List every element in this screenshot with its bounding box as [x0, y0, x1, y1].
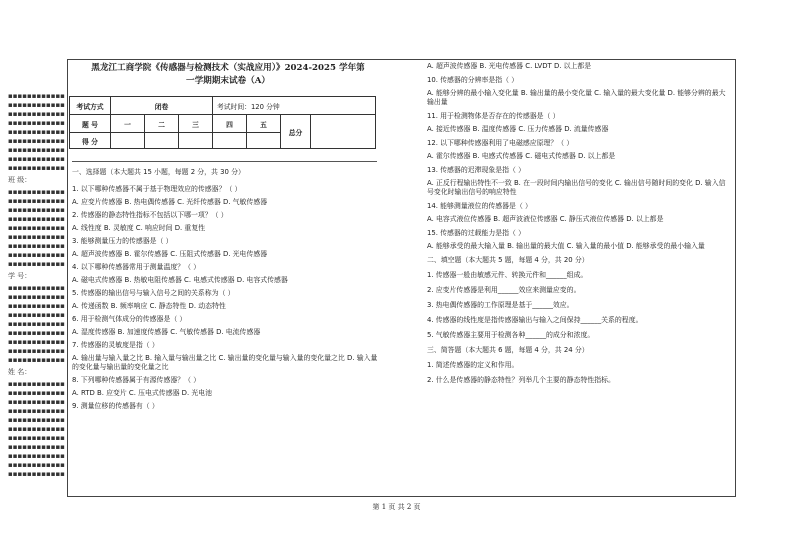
- exam-time: 考试时间：120 分钟: [213, 97, 376, 115]
- score-cell-2: [145, 133, 179, 149]
- binding-dot-row: ▪▪▪▪▪▪▪▪▪▪▪▪: [8, 251, 65, 259]
- binding-dot-row: ▪▪▪▪▪▪▪▪▪▪▪▪: [8, 470, 65, 478]
- binding-dot-row: ▪▪▪▪▪▪▪▪▪▪▪▪: [8, 461, 65, 469]
- question-no-label: 题 号: [70, 115, 111, 133]
- right-column-line: A. 超声波传感器 B. 光电传感器 C. LVDT D. 以上都是: [427, 62, 592, 70]
- binding-dot-row: ▪▪▪▪▪▪▪▪▪▪▪▪: [8, 128, 65, 136]
- right-column-line: 三、简答题（本大题共 6 题，每题 4 分，共 24 分）: [427, 346, 589, 354]
- header-rule: [72, 161, 377, 162]
- binding-dot-row: ▪▪▪▪▪▪▪▪▪▪▪▪: [8, 347, 65, 355]
- binding-dot-row: ▪▪▪▪▪▪▪▪▪▪▪▪: [8, 92, 65, 100]
- score-cell-3: [179, 133, 213, 149]
- right-column-line: 12. 以下哪种传感器利用了电磁感应原理？（ ）: [427, 139, 574, 147]
- binding-dot-row: ▪▪▪▪▪▪▪▪▪▪▪▪: [8, 443, 65, 451]
- binding-dot-row: ▪▪▪▪▪▪▪▪▪▪▪▪: [8, 137, 65, 145]
- name-label: 姓 名：: [8, 368, 32, 376]
- left-column-line: 1. 以下哪种传感器不属于基于物理效应的传感器？（ ）: [72, 185, 242, 193]
- right-column-line: 1. 传感器一般由敏感元件、转换元件和______组成。: [427, 271, 588, 279]
- exam-title: [72, 62, 384, 88]
- right-column-line: A. 接近传感器 B. 温度传感器 C. 压力传感器 D. 流量传感器: [427, 125, 609, 133]
- binding-dot-row: ▪▪▪▪▪▪▪▪▪▪▪▪: [8, 284, 65, 292]
- binding-dot-row: ▪▪▪▪▪▪▪▪▪▪▪▪: [8, 188, 65, 196]
- left-column-line: 5. 传感器的输出信号与输入信号之间的关系称为（ ）: [72, 289, 235, 297]
- left-column-line: 2. 传感器的静态特性指标不包括以下哪一项？（ ）: [72, 211, 228, 219]
- left-column: [72, 168, 378, 411]
- page-footer: 第 1 页 共 2 页: [372, 503, 421, 511]
- binding-dot-row: ▪▪▪▪▪▪▪▪▪▪▪▪: [8, 119, 65, 127]
- section-3: 三: [179, 115, 213, 133]
- title-line-1: 黑龙江工商学院《传感器与检测技术（实战应用）》2024-2025 学年第: [91, 63, 365, 73]
- right-column-line: A. 正反行程输出特性不一致 B. 在一段时间内输出信号的变化 C. 输出信号随时间的变化 D. 输入信号变化时输出信号的响应特性: [427, 179, 726, 196]
- binding-dot-row: ▪▪▪▪▪▪▪▪▪▪▪▪: [8, 101, 65, 109]
- binding-dot-row: ▪▪▪▪▪▪▪▪▪▪▪▪: [8, 338, 65, 346]
- binding-margin: [8, 92, 65, 479]
- binding-dot-row: ▪▪▪▪▪▪▪▪▪▪▪▪: [8, 206, 65, 214]
- right-column-line: A. 霍尔传感器 B. 电感式传感器 C. 磁电式传感器 D. 以上都是: [427, 152, 616, 160]
- left-column-line: A. 传递函数 B. 频率响应 C. 静态特性 D. 动态特性: [72, 302, 226, 310]
- binding-dots-id: [8, 284, 65, 365]
- right-column-line: 13. 传感器的迟滞现象是指（ ）: [427, 166, 526, 174]
- right-column-line: 3. 热电偶传感器的工作原理是基于______效应。: [427, 301, 574, 309]
- right-column-line: 11. 用于检测物体是否存在的传感器是（ ）: [427, 112, 560, 120]
- right-column-line: 2. 什么是传感器的静态特性？列举几个主要的静态特性指标。: [427, 376, 615, 384]
- right-column-line: A. 能够分辨的最小输入变化量 B. 输出量的最小变化量 C. 输入量的最大变化量 D. 能够分辨的最大输出量: [427, 89, 726, 106]
- left-column-line: 3. 能够测量压力的传感器是（ ）: [72, 237, 173, 245]
- right-column-line: 5. 气敏传感器主要用于检测各种______的成分和浓度。: [427, 331, 595, 339]
- left-column-line: 8. 下列哪种传感器属于有源传感器？（ ）: [72, 376, 201, 384]
- section-2: 二: [145, 115, 179, 133]
- binding-dot-row: ▪▪▪▪▪▪▪▪▪▪▪▪: [8, 197, 65, 205]
- binding-dot-row: ▪▪▪▪▪▪▪▪▪▪▪▪: [8, 452, 65, 460]
- binding-dot-row: ▪▪▪▪▪▪▪▪▪▪▪▪: [8, 110, 65, 118]
- binding-dot-row: ▪▪▪▪▪▪▪▪▪▪▪▪: [8, 389, 65, 397]
- binding-dot-row: ▪▪▪▪▪▪▪▪▪▪▪▪: [8, 320, 65, 328]
- binding-dot-row: ▪▪▪▪▪▪▪▪▪▪▪▪: [8, 293, 65, 301]
- binding-dot-row: ▪▪▪▪▪▪▪▪▪▪▪▪: [8, 356, 65, 364]
- class-label: 班 级：: [8, 176, 32, 184]
- right-column-line: 2. 应变片传感器是利用______效应来测量应变的。: [427, 286, 581, 294]
- binding-dot-row: ▪▪▪▪▪▪▪▪▪▪▪▪: [8, 242, 65, 250]
- section-5: 五: [247, 115, 281, 133]
- binding-dots-name: [8, 380, 65, 479]
- section-1: 一: [111, 115, 145, 133]
- left-column-line: A. 应变片传感器 B. 热电偶传感器 C. 光纤传感器 D. 气敏传感器: [72, 198, 268, 206]
- right-column-line: 10. 传感器的分辨率是指（ ）: [427, 76, 519, 84]
- binding-dot-row: ▪▪▪▪▪▪▪▪▪▪▪▪: [8, 146, 65, 154]
- binding-dot-row: ▪▪▪▪▪▪▪▪▪▪▪▪: [8, 425, 65, 433]
- left-column-line: 6. 用于检测气体成分的传感器是（ ）: [72, 315, 187, 323]
- left-column-line: A. 超声波传感器 B. 霍尔传感器 C. 压阻式传感器 D. 光电传感器: [72, 250, 268, 258]
- binding-dots-top: [8, 92, 65, 173]
- section-4: 四: [213, 115, 247, 133]
- right-column-line: A. 能够承受的最大输入量 B. 输出量的最大值 C. 输入量的最小值 D. 能够承受的最小输入量: [427, 242, 705, 250]
- score-label: 得 分: [70, 133, 111, 149]
- binding-dot-row: ▪▪▪▪▪▪▪▪▪▪▪▪: [8, 233, 65, 241]
- left-column-line: 一、选择题（本大题共 15 小题，每题 2 分，共 30 分）: [72, 168, 245, 176]
- left-column-line: A. 磁电式传感器 B. 热敏电阻传感器 C. 电感式传感器 D. 电容式传感器: [72, 276, 288, 284]
- left-column-line: A. 线性度 B. 灵敏度 C. 响应时间 D. 重复性: [72, 224, 206, 232]
- right-column-line: A. 电容式液位传感器 B. 超声波液位传感器 C. 静压式液位传感器 D. 以上都是: [427, 215, 664, 223]
- exam-mode-value: 闭卷: [111, 97, 213, 115]
- right-column: [427, 62, 732, 385]
- binding-dot-row: ▪▪▪▪▪▪▪▪▪▪▪▪: [8, 260, 65, 268]
- binding-dot-row: ▪▪▪▪▪▪▪▪▪▪▪▪: [8, 224, 65, 232]
- total-score-cell: [311, 115, 376, 149]
- binding-dot-row: ▪▪▪▪▪▪▪▪▪▪▪▪: [8, 155, 65, 163]
- total-label: 总分: [281, 115, 311, 149]
- binding-dot-row: ▪▪▪▪▪▪▪▪▪▪▪▪: [8, 164, 65, 172]
- binding-dots-class: [8, 188, 65, 269]
- binding-dot-row: ▪▪▪▪▪▪▪▪▪▪▪▪: [8, 416, 65, 424]
- left-column-line: 4. 以下哪种传感器常用于测量温度？（ ）: [72, 263, 201, 271]
- binding-dot-row: ▪▪▪▪▪▪▪▪▪▪▪▪: [8, 398, 65, 406]
- score-cell-1: [111, 133, 145, 149]
- binding-dot-row: ▪▪▪▪▪▪▪▪▪▪▪▪: [8, 380, 65, 388]
- left-column-line: 7. 传感器的灵敏度是指（ ）: [72, 341, 159, 349]
- right-column-line: 4. 传感器的线性度是指传感器输出与输入之间保持______关系的程度。: [427, 316, 643, 324]
- left-column-line: A. 输出量与输入量之比 B. 输入量与输出量之比 C. 输出量的变化量与输入量的变化量之比 D. 输入量的变化量与输出量的变化量之比: [72, 354, 378, 371]
- score-cell-5: [247, 133, 281, 149]
- left-column-line: A. 湿度传感器 B. 加速度传感器 C. 气敏传感器 D. 电流传感器: [72, 328, 261, 336]
- right-column-line: 14. 能够测量液位的传感器是（ ）: [427, 202, 532, 210]
- binding-dot-row: ▪▪▪▪▪▪▪▪▪▪▪▪: [8, 407, 65, 415]
- binding-dot-row: ▪▪▪▪▪▪▪▪▪▪▪▪: [8, 311, 65, 319]
- binding-dot-row: ▪▪▪▪▪▪▪▪▪▪▪▪: [8, 215, 65, 223]
- binding-dot-row: ▪▪▪▪▪▪▪▪▪▪▪▪: [8, 434, 65, 442]
- right-column-line: 1. 简述传感器的定义和作用。: [427, 361, 519, 369]
- exam-mode-label: 考试方式: [70, 97, 111, 115]
- right-column-line: 15. 传感器的过载能力是指（ ）: [427, 229, 526, 237]
- binding-dot-row: ▪▪▪▪▪▪▪▪▪▪▪▪: [8, 302, 65, 310]
- left-column-line: A. RTD B. 应变片 C. 压电式传感器 D. 光电池: [72, 389, 213, 397]
- student-id-label: 学 号：: [8, 272, 32, 280]
- score-cell-4: [213, 133, 247, 149]
- binding-dot-row: ▪▪▪▪▪▪▪▪▪▪▪▪: [8, 329, 65, 337]
- right-column-line: 二、填空题（本大题共 5 题，每题 4 分，共 20 分）: [427, 256, 589, 264]
- title-line-2: 一学期期末试卷（A）: [185, 76, 270, 86]
- left-column-line: 9. 测量位移的传感器有（ ）: [72, 402, 159, 410]
- score-table: [69, 96, 376, 149]
